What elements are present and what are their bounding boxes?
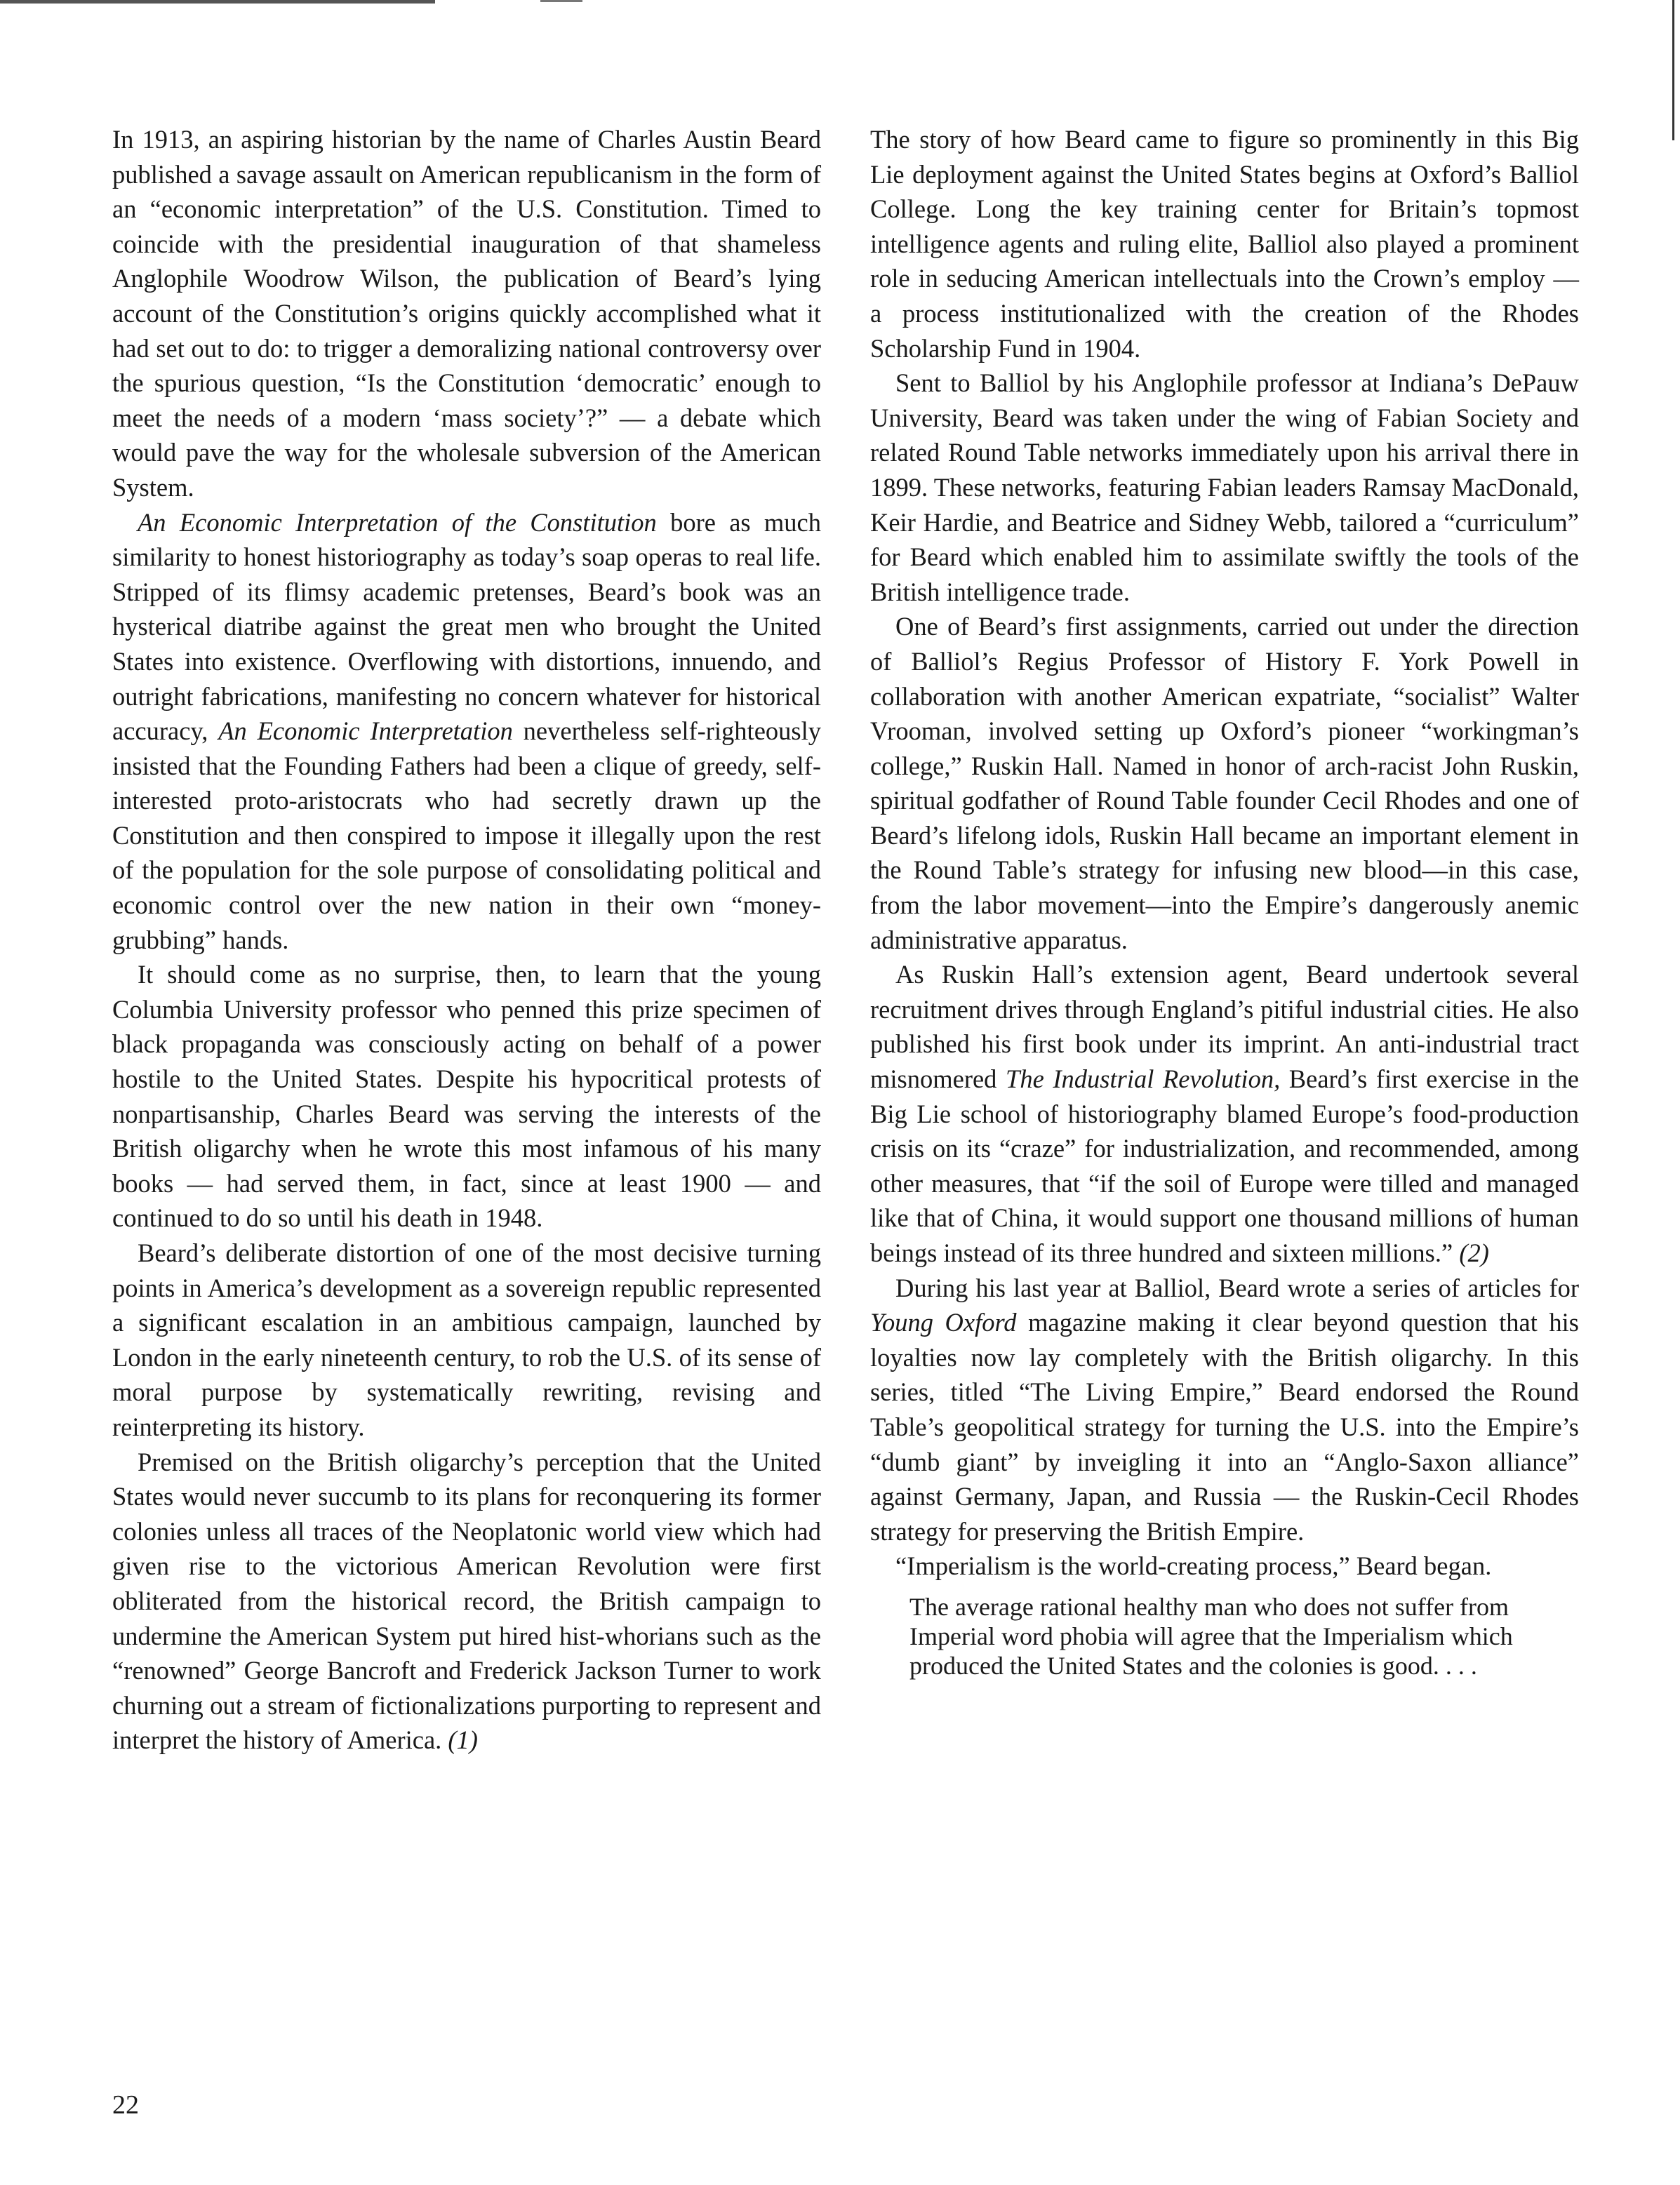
paragraph: It should come as no surprise, then, to learn that the young Columbia University professor who penned this prize specimen of black propaganda was consciously acting on behalf of a power hostile to the United States. Despite his hypocritical protests of nonpartisanship, Charles Beard was serving the interests of the British oligarchy when he wrote this most infamous of his many books — had served them, in fact, since at least 1900 — and continued to do so until his death in 1948. — [112, 960, 821, 1233]
left-column — [112, 122, 821, 1758]
page-edge-mark — [1672, 0, 1674, 140]
footnote-ref: (1) — [448, 1725, 478, 1755]
paragraph: During his last year at Balliol, Beard wrote a series of articles for Young Oxford magazine making it clear beyond question that his loyalties now lay completely with the British oligarchy. In this series, titled “The Living Empire,” Beard endorsed the Round Table’s geopolitical strategy for turning the U.S. into the Empire’s “dumb giant” by inveigling it into an “Anglo-Saxon alliance” against Germany, Japan, and Russia — the Ruskin-Cecil Rhodes strategy for preserving the British Empire. — [870, 1273, 1579, 1546]
paragraph: The story of how Beard came to figure so prominently in this Big Lie deployment against the United States begins at Oxford’s Balliol College. Long the key training center for Britain’s topmost intelligence agents and ruling elite, Balliol also played a prominent role in seducing American intellectuals into the Crown’s employ — a process institutionalized with the creation of the Rhodes Scholarship Fund in 1904. — [870, 125, 1579, 363]
paragraph: Sent to Balliol by his Anglophile professor at Indiana’s DePauw University, Beard was taken under the wing of Fabian Society and related Round Table networks immediately upon his arrival there in 1899. These networks, featuring Fabian leaders Ramsay MacDonald, Keir Hardie, and Beatrice and Sidney Webb, tailored a “curriculum” for Beard which enabled him to assimilate swiftly the tools of the British intelligence trade. — [870, 368, 1579, 606]
top-rule-short — [540, 0, 582, 2]
footnote-ref: (2) — [1459, 1238, 1489, 1267]
block-quote: The average rational healthy man who does not suffer from Imperial word phobia will agree that the Imperialism which produced the United States and the colonies is good. . . . — [909, 1592, 1513, 1680]
paragraph: In 1913, an aspiring historian by the name of Charles Austin Beard published a savage assault on American republicanism in the form of an “economic interpretation” of the U.S. Constitution. Timed to coincide with the presidential inauguration of that shameless Anglophile Woodrow Wilson, the publication of Beard’s lying account of the Constitution’s origins quickly accomplished what it had set out to do: to trigger a demoralizing national controversy over the spurious question, “Is the Constitution ‘democratic’ enough to meet the needs of a modern ‘mass society’?” — a debate which would pave the way for the wholesale subversion of the American System. — [112, 125, 821, 502]
magazine-title: Young Oxford — [870, 1308, 1017, 1337]
book-title: An Economic Interpretation — [218, 716, 513, 746]
page-number: 22 — [112, 2090, 139, 2120]
paragraph: An Economic Interpretation of the Constitution bore as much similarity to honest historiography as today’s soap operas to real life. Stripped of its flimsy academic pretenses, Beard’s book was an hysterical diatribe against the great men who brought the United States into existence. Overflowing with distortions, innuendo, and outright fabrications, manifesting no concern whatever for historical accuracy, An Economic Interpretation nevertheless self-righteously insisted that the Founding Fathers had been a clique of greedy, self-interested proto-aristocrats who had secretly drawn up the Constitution and then conspired to impose it illegally upon the rest of the population for the sole purpose of consolidating political and economic control over the new nation in their own “money-grubbing” hands. — [112, 507, 822, 954]
right-column — [870, 122, 1579, 1680]
paragraph: Beard’s deliberate distortion of one of the most decisive turning points in America’s development as a sovereign republic represented a significant escalation in an ambitious campaign, launched by London in the early nineteenth century, to rob the U.S. of its sense of moral purpose by systematically rewriting, revising and reinterpreting its history. — [112, 1238, 821, 1441]
paragraph: “Imperialism is the world-creating process,” Beard began. — [895, 1551, 1492, 1581]
paragraph: One of Beard’s first assignments, carried out under the direction of Balliol’s Regius Professor of History F. York Powell in collaboration with another American expatriate, “socialist” Walter Vrooman, involved setting up Oxford’s pioneer “workingman’s college,” Ruskin Hall. Named in honor of arch-racist John Ruskin, spiritual godfather of Round Table founder Cecil Rhodes and one of Beard’s lifelong idols, Ruskin Hall became an important element in the Round Table’s strategy for infusing new blood—in this case, from the labor movement—into the Empire’s dangerously anemic administrative apparatus. — [870, 612, 1579, 954]
paragraph: Premised on the British oligarchy’s perception that the United States would never succumb to its plans for reconquering its former colonies unless all traces of the Neoplatonic world view which had given rise to the victorious American Revolution were first obliterated from the historical record, the British campaign to undermine the American System put hired hist-whorians such as the “renowned” George Bancroft and Frederick Jackson Turner to work churning out a stream of fictionalizations purporting to represent and interpret the history of America. (1) — [112, 1447, 821, 1755]
book-title: An Economic Interpretation of the Constitution — [138, 507, 657, 537]
paragraph: As Ruskin Hall’s extension agent, Beard undertook several recruitment drives through England’s pitiful industrial cities. He also published his first book under its imprint. An anti-industrial tract misnomered The Industrial Revolution, Beard’s first exercise in the Big Lie school of historiography blamed Europe’s food-production crisis on its “craze” for industrialization, and recommended, among other measures, that “if the soil of Europe were tilled and managed like that of China, it would support one thousand millions of human beings instead of its three hundred and sixteen millions.” (2) — [870, 960, 1579, 1267]
book-title: The Industrial Revolution, — [1006, 1064, 1281, 1094]
top-rule — [0, 0, 435, 4]
